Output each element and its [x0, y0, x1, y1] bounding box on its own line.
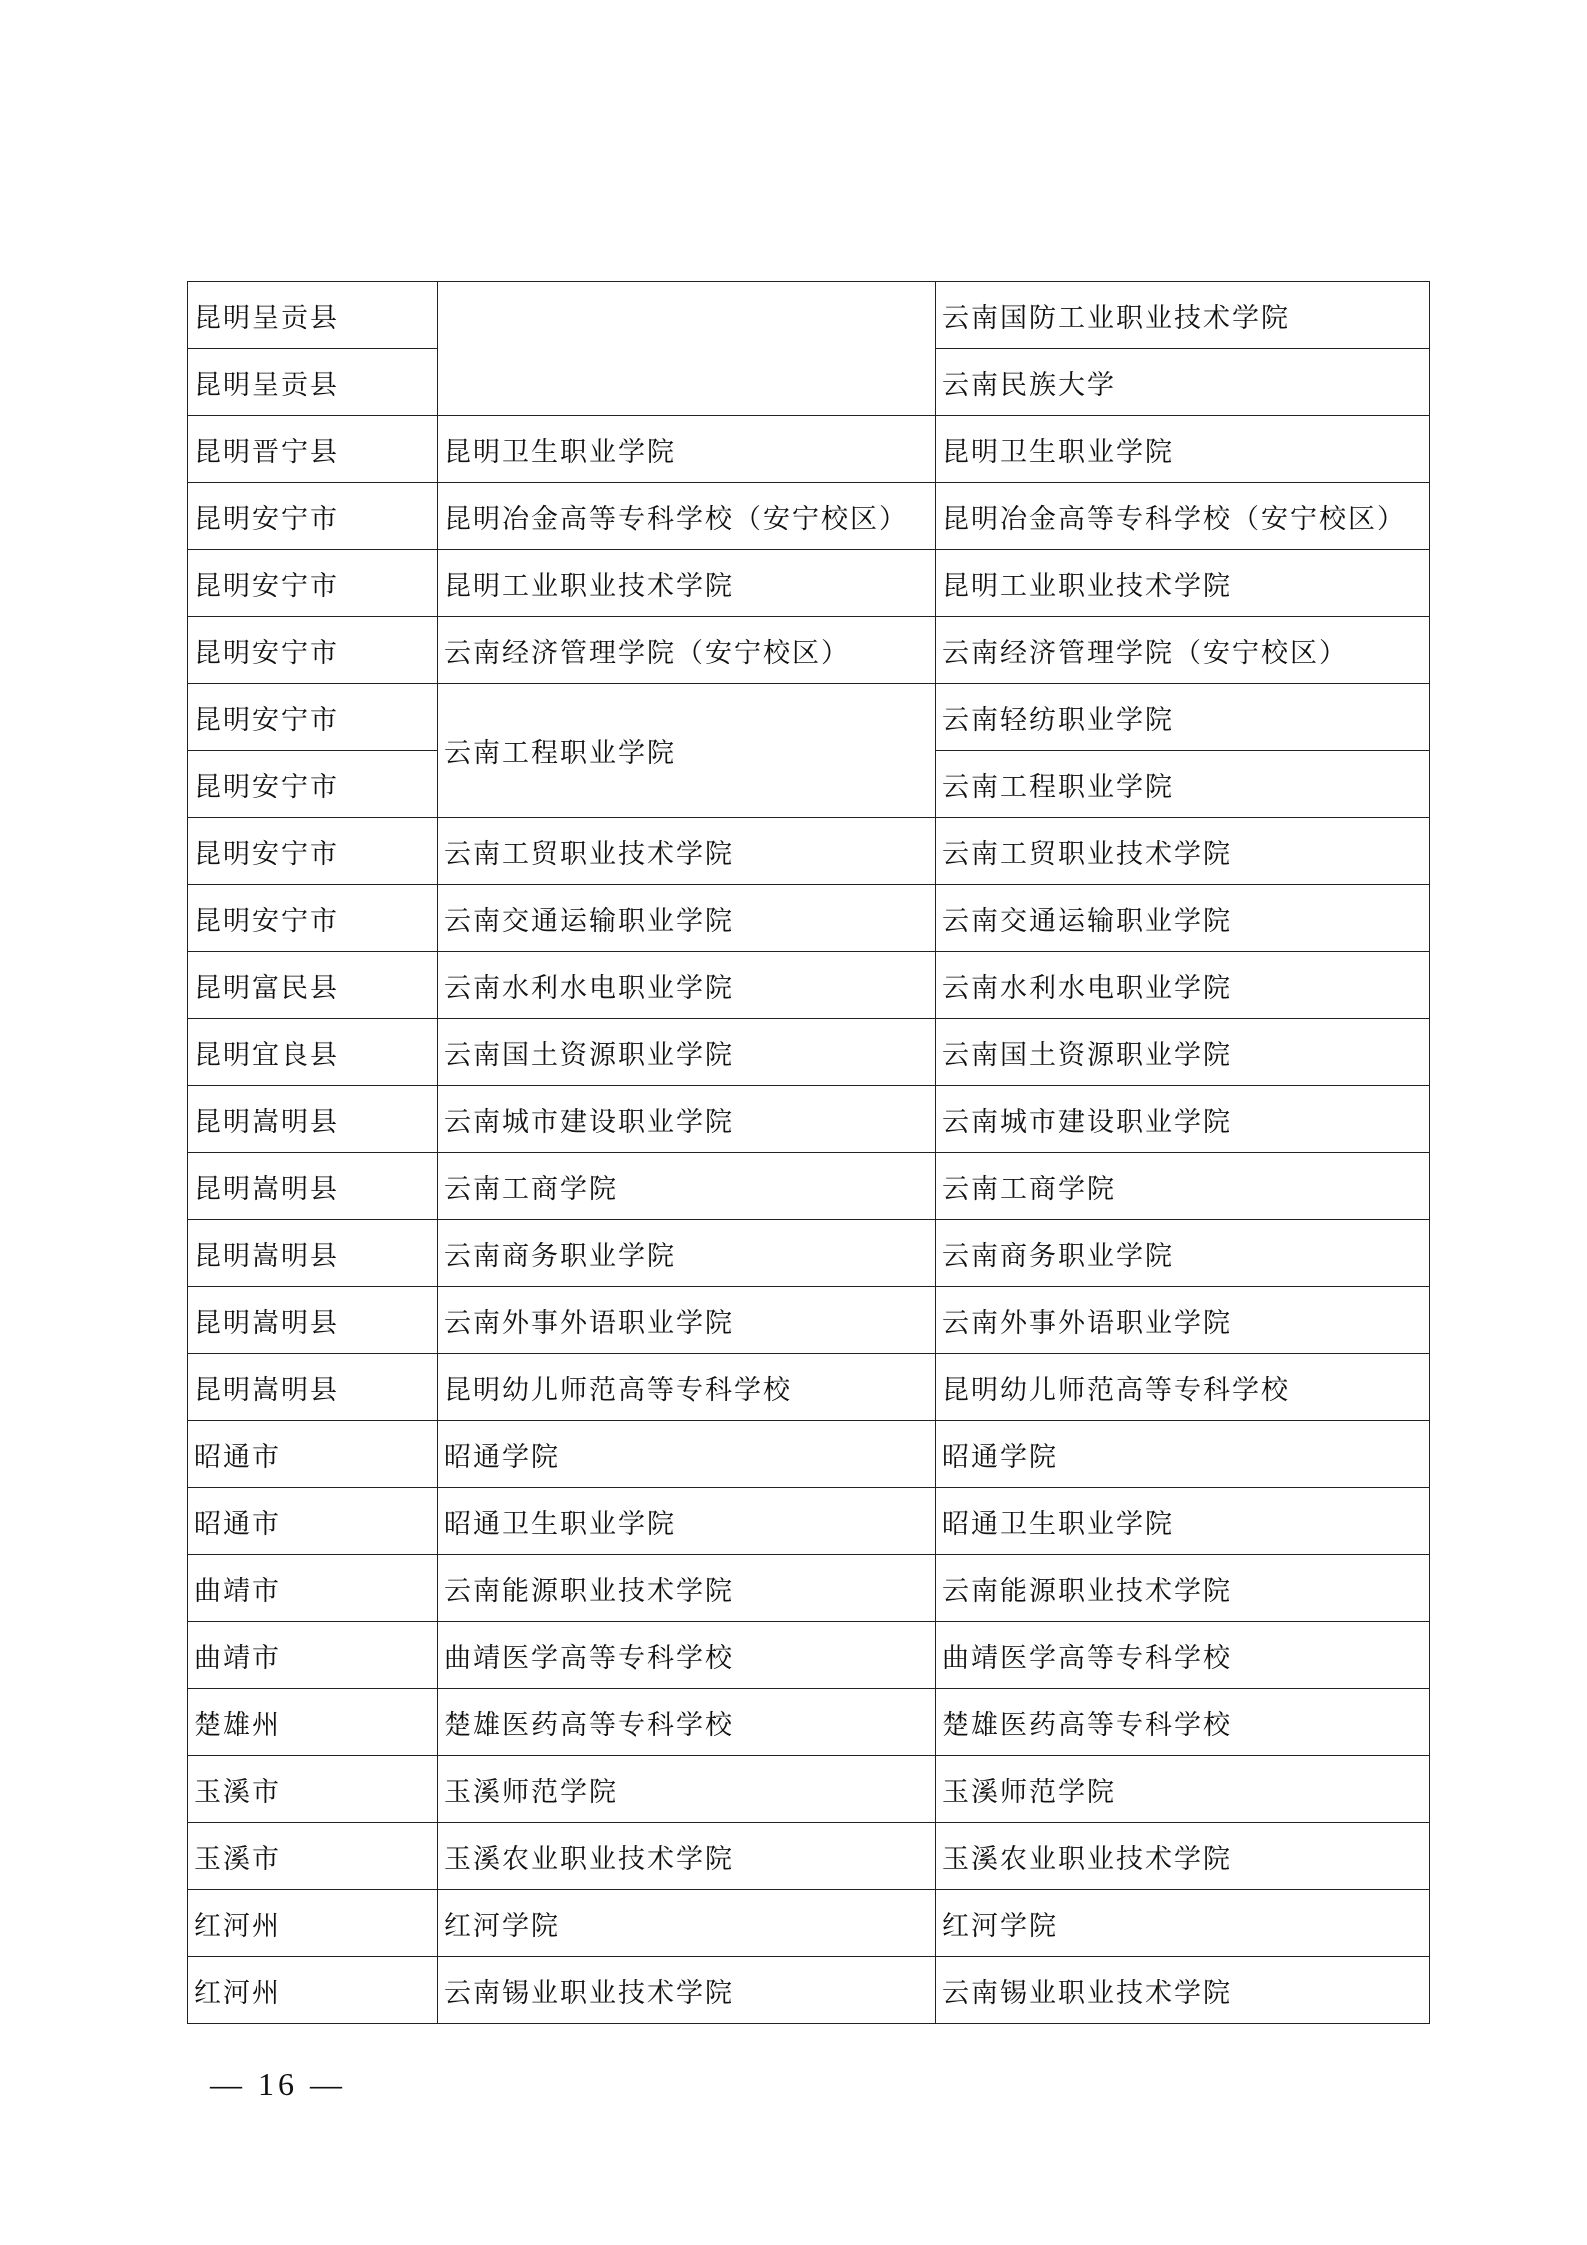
region-cell: 昆明安宁市 [188, 550, 438, 617]
school-b-cell: 云南国防工业职业技术学院 [936, 282, 1430, 349]
school-a-cell: 昆明冶金高等专科学校（安宁校区） [438, 483, 936, 550]
region-cell: 昆明嵩明县 [188, 1287, 438, 1354]
table-row [188, 1689, 1430, 1756]
region-cell: 昆明安宁市 [188, 818, 438, 885]
region-cell: 红河州 [188, 1890, 438, 1957]
table-row [188, 483, 1430, 550]
region-cell: 曲靖市 [188, 1622, 438, 1689]
school-a-cell: 云南能源职业技术学院 [438, 1555, 936, 1622]
school-b-cell: 云南商务职业学院 [936, 1220, 1430, 1287]
table-row [188, 1421, 1430, 1488]
region-cell: 昆明安宁市 [188, 617, 438, 684]
school-a-cell: 玉溪农业职业技术学院 [438, 1823, 936, 1890]
table-row [188, 1220, 1430, 1287]
school-b-cell: 曲靖医学高等专科学校 [936, 1622, 1430, 1689]
school-b-cell: 云南经济管理学院（安宁校区） [936, 617, 1430, 684]
school-b-cell: 昆明卫生职业学院 [936, 416, 1430, 483]
region-cell: 昆明晋宁县 [188, 416, 438, 483]
region-cell: 昆明安宁市 [188, 751, 438, 818]
school-b-cell: 云南工程职业学院 [936, 751, 1430, 818]
table-row [188, 416, 1430, 483]
region-cell: 昆明宜良县 [188, 1019, 438, 1086]
table-row [188, 1957, 1430, 2024]
school-b-cell: 云南民族大学 [936, 349, 1430, 416]
school-a-cell: 云南国土资源职业学院 [438, 1019, 936, 1086]
table-row [188, 550, 1430, 617]
table-row [188, 617, 1430, 684]
school-a-cell: 云南商务职业学院 [438, 1220, 936, 1287]
school-a-cell: 云南水利水电职业学院 [438, 952, 936, 1019]
school-b-cell: 云南外事外语职业学院 [936, 1287, 1430, 1354]
school-b-cell: 昭通卫生职业学院 [936, 1488, 1430, 1555]
school-b-cell: 楚雄医药高等专科学校 [936, 1689, 1430, 1756]
table-row [188, 282, 1430, 349]
region-cell: 昆明呈贡县 [188, 282, 438, 349]
school-a-cell: 昆明卫生职业学院 [438, 416, 936, 483]
school-a-cell: 曲靖医学高等专科学校 [438, 1622, 936, 1689]
table-row [188, 1555, 1430, 1622]
page-number: — 16 — [210, 2066, 346, 2102]
school-a-cell: 昆明工业职业技术学院 [438, 550, 936, 617]
school-table [187, 281, 1430, 2024]
school-a-cell: 昆明幼儿师范高等专科学校 [438, 1354, 936, 1421]
school-a-cell: 云南经济管理学院（安宁校区） [438, 617, 936, 684]
table-row [188, 1019, 1430, 1086]
region-cell: 楚雄州 [188, 1689, 438, 1756]
region-cell: 昭通市 [188, 1488, 438, 1555]
table-row [188, 818, 1430, 885]
table-row [188, 1488, 1430, 1555]
school-b-cell: 昆明幼儿师范高等专科学校 [936, 1354, 1430, 1421]
region-cell: 昆明安宁市 [188, 885, 438, 952]
school-b-cell: 玉溪农业职业技术学院 [936, 1823, 1430, 1890]
school-b-cell: 云南工商学院 [936, 1153, 1430, 1220]
region-cell: 昭通市 [188, 1421, 438, 1488]
school-b-cell: 云南水利水电职业学院 [936, 952, 1430, 1019]
school-a-cell: 红河学院 [438, 1890, 936, 1957]
region-cell: 红河州 [188, 1957, 438, 2024]
school-b-cell: 云南锡业职业技术学院 [936, 1957, 1430, 2024]
school-a-cell: 云南工程职业学院 [438, 684, 936, 818]
region-cell: 昆明呈贡县 [188, 349, 438, 416]
region-cell: 昆明嵩明县 [188, 1086, 438, 1153]
table-row [188, 952, 1430, 1019]
school-a-cell [438, 282, 936, 416]
table-row [188, 1287, 1430, 1354]
table-row [188, 684, 1430, 751]
table-row [188, 885, 1430, 952]
school-a-cell: 云南工贸职业技术学院 [438, 818, 936, 885]
region-cell: 昆明嵩明县 [188, 1153, 438, 1220]
school-a-cell: 云南交通运输职业学院 [438, 885, 936, 952]
table-row [188, 1153, 1430, 1220]
table-row [188, 1823, 1430, 1890]
school-b-cell: 昭通学院 [936, 1421, 1430, 1488]
school-a-cell: 云南锡业职业技术学院 [438, 1957, 936, 2024]
school-b-cell: 云南工贸职业技术学院 [936, 818, 1430, 885]
school-a-cell: 云南城市建设职业学院 [438, 1086, 936, 1153]
region-cell: 曲靖市 [188, 1555, 438, 1622]
school-b-cell: 昆明冶金高等专科学校（安宁校区） [936, 483, 1430, 550]
school-b-cell: 云南能源职业技术学院 [936, 1555, 1430, 1622]
school-a-cell: 昭通学院 [438, 1421, 936, 1488]
school-b-cell: 红河学院 [936, 1890, 1430, 1957]
table-row [188, 1622, 1430, 1689]
table-row [188, 1756, 1430, 1823]
region-cell: 昆明富民县 [188, 952, 438, 1019]
school-b-cell: 云南城市建设职业学院 [936, 1086, 1430, 1153]
region-cell: 玉溪市 [188, 1756, 438, 1823]
region-cell: 昆明嵩明县 [188, 1220, 438, 1287]
school-a-cell: 玉溪师范学院 [438, 1756, 936, 1823]
region-cell: 昆明安宁市 [188, 483, 438, 550]
school-b-cell: 昆明工业职业技术学院 [936, 550, 1430, 617]
school-a-cell: 云南工商学院 [438, 1153, 936, 1220]
school-b-cell: 云南国土资源职业学院 [936, 1019, 1430, 1086]
school-a-cell: 楚雄医药高等专科学校 [438, 1689, 936, 1756]
table-row [188, 1354, 1430, 1421]
school-b-cell: 玉溪师范学院 [936, 1756, 1430, 1823]
school-b-cell: 云南交通运输职业学院 [936, 885, 1430, 952]
table-row [188, 1890, 1430, 1957]
school-b-cell: 云南轻纺职业学院 [936, 684, 1430, 751]
school-a-cell: 昭通卫生职业学院 [438, 1488, 936, 1555]
region-cell: 昆明嵩明县 [188, 1354, 438, 1421]
region-cell: 昆明安宁市 [188, 684, 438, 751]
school-a-cell: 云南外事外语职业学院 [438, 1287, 936, 1354]
region-cell: 玉溪市 [188, 1823, 438, 1890]
table-row [188, 1086, 1430, 1153]
